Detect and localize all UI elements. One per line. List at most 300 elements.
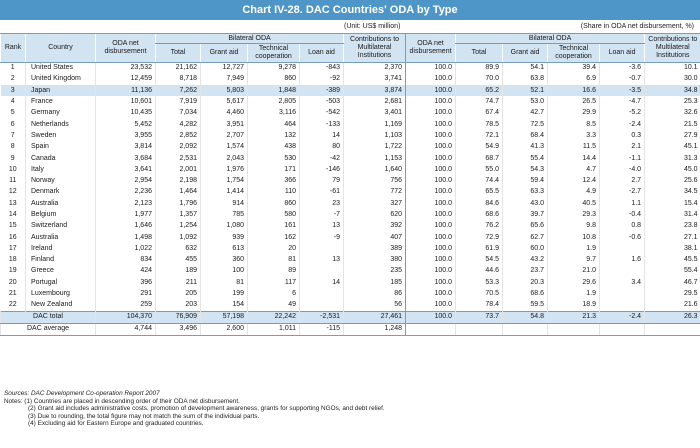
cell: 100.0 bbox=[406, 96, 456, 107]
cell: 59.4 bbox=[503, 175, 548, 186]
cell: 23.8 bbox=[645, 221, 700, 232]
cell: 10,601 bbox=[96, 96, 156, 107]
header-technical: Technical cooperation bbox=[248, 44, 300, 63]
cell: 3,684 bbox=[96, 153, 156, 164]
cell: 438 bbox=[248, 142, 300, 153]
rank-cell: 13 bbox=[8, 199, 17, 207]
total-row bbox=[1, 311, 700, 323]
cell: 80 bbox=[300, 142, 344, 153]
cell: 100.0 bbox=[406, 209, 456, 220]
cell: 26.5 bbox=[548, 96, 600, 107]
cell: 2,123 bbox=[96, 198, 156, 209]
cell: 29.9 bbox=[548, 108, 600, 119]
table-row bbox=[1, 288, 700, 299]
total-label: DAC total bbox=[1, 311, 96, 323]
cell: 939 bbox=[201, 232, 248, 243]
cell: 1,754 bbox=[201, 175, 248, 186]
cell: 63.8 bbox=[503, 74, 548, 85]
cell: 100 bbox=[201, 266, 248, 277]
cell: 11,136 bbox=[96, 85, 156, 96]
cell: 81 bbox=[248, 255, 300, 266]
cell: 860 bbox=[248, 74, 300, 85]
cell: 189 bbox=[156, 266, 201, 277]
table-row bbox=[1, 96, 700, 107]
cell: 56 bbox=[344, 300, 406, 311]
cell: 772 bbox=[344, 187, 406, 198]
cell: 38.1 bbox=[645, 243, 700, 254]
cell: 1,722 bbox=[344, 142, 406, 153]
cell: 1,646 bbox=[96, 221, 156, 232]
country-cell: United Kingdom bbox=[26, 74, 96, 85]
cell: 1,103 bbox=[344, 130, 406, 141]
cell: -1.1 bbox=[600, 153, 645, 164]
cell: 2.7 bbox=[600, 175, 645, 186]
cell: 76.2 bbox=[456, 221, 503, 232]
cell: 8,718 bbox=[156, 74, 201, 85]
rank-cell: 21 bbox=[8, 290, 17, 298]
cell: 68.6 bbox=[456, 209, 503, 220]
cell: -2.4 bbox=[600, 311, 645, 323]
cell: 68.6 bbox=[503, 288, 548, 299]
cell: 21.0 bbox=[548, 266, 600, 277]
cell: 3,496 bbox=[156, 323, 201, 335]
cell: 1,498 bbox=[96, 232, 156, 243]
cell: -0.6 bbox=[600, 232, 645, 243]
cell: 392 bbox=[344, 221, 406, 232]
cell: 27.1 bbox=[645, 232, 700, 243]
cell: 49 bbox=[248, 300, 300, 311]
cell: 3,116 bbox=[248, 108, 300, 119]
cell: -0.7 bbox=[600, 74, 645, 85]
cell: 211 bbox=[156, 277, 201, 288]
cell: 68.4 bbox=[503, 130, 548, 141]
cell: 53.0 bbox=[503, 96, 548, 107]
cell: 41.3 bbox=[503, 142, 548, 153]
cell: 55.4 bbox=[503, 153, 548, 164]
cell: 5,617 bbox=[201, 96, 248, 107]
cell: 39.4 bbox=[548, 63, 600, 74]
cell: -0.4 bbox=[600, 209, 645, 220]
rank-cell: 2 bbox=[10, 75, 15, 83]
cell: 70.5 bbox=[456, 288, 503, 299]
note-1: Notes: (1) Countries are placed in descending order of their ODA net disbursement. bbox=[4, 397, 240, 405]
cell: 464 bbox=[248, 119, 300, 130]
cell: 2,198 bbox=[156, 175, 201, 186]
header-share-contributions: Contributions to Multilateral Institutions bbox=[645, 34, 700, 63]
cell: 52.1 bbox=[503, 85, 548, 96]
table-body bbox=[1, 63, 700, 312]
cell: 424 bbox=[96, 266, 156, 277]
cell: -5.2 bbox=[600, 108, 645, 119]
cell: 1,092 bbox=[156, 232, 201, 243]
cell: 4.9 bbox=[548, 187, 600, 198]
cell: 12,459 bbox=[96, 74, 156, 85]
country-cell: Germany bbox=[26, 108, 96, 119]
cell: 30.0 bbox=[645, 74, 700, 85]
cell: 860 bbox=[248, 198, 300, 209]
cell: 100.0 bbox=[406, 63, 456, 74]
cell: 171 bbox=[248, 164, 300, 175]
cell: 2.1 bbox=[600, 142, 645, 153]
cell: 72.9 bbox=[456, 232, 503, 243]
cell: 1,011 bbox=[248, 323, 300, 335]
rank-cell: 8 bbox=[10, 143, 15, 151]
table-row bbox=[1, 63, 700, 74]
rank-cell: 17 bbox=[8, 244, 17, 252]
table-row bbox=[1, 209, 700, 220]
cell: 27,461 bbox=[344, 311, 406, 323]
cell: 100.0 bbox=[406, 198, 456, 209]
cell: 7,919 bbox=[156, 96, 201, 107]
cell: 45.1 bbox=[645, 142, 700, 153]
cell: 3,951 bbox=[201, 119, 248, 130]
header-rank: Rank bbox=[1, 34, 26, 63]
cell: 1,153 bbox=[344, 153, 406, 164]
cell: 45.5 bbox=[645, 255, 700, 266]
unit-label-left: (Unit: US$ million) bbox=[344, 23, 401, 30]
cell: 0.3 bbox=[600, 130, 645, 141]
rank-cell: 20 bbox=[8, 278, 17, 286]
rank-cell: 7 bbox=[10, 131, 15, 139]
cell: 32.6 bbox=[645, 108, 700, 119]
source-note: Sources: DAC Development Co-operation Report 2007 bbox=[4, 390, 160, 397]
cell: -115 bbox=[300, 323, 344, 335]
cell: 25.6 bbox=[645, 175, 700, 186]
cell: 14.4 bbox=[548, 153, 600, 164]
header-total: Total bbox=[156, 44, 201, 63]
rank-cell: 1 bbox=[10, 64, 15, 72]
cell: 54.5 bbox=[456, 255, 503, 266]
cell bbox=[548, 323, 600, 335]
country-cell: Netherlands bbox=[26, 119, 96, 130]
cell: 84.6 bbox=[456, 198, 503, 209]
cell: -2.7 bbox=[600, 187, 645, 198]
cell: 55.0 bbox=[456, 164, 503, 175]
cell bbox=[300, 266, 344, 277]
cell: 100.0 bbox=[406, 119, 456, 130]
cell: 76,909 bbox=[156, 311, 201, 323]
country-cell: Luxembourg bbox=[26, 288, 96, 299]
cell: 2,707 bbox=[201, 130, 248, 141]
cell: 61.9 bbox=[456, 243, 503, 254]
cell: 53.3 bbox=[456, 277, 503, 288]
table-row bbox=[1, 232, 700, 243]
country-cell: New Zealand bbox=[26, 300, 96, 311]
cell: 914 bbox=[201, 198, 248, 209]
cell: 530 bbox=[248, 153, 300, 164]
cell: 9,278 bbox=[248, 63, 300, 74]
header-share-grant: Grant aid bbox=[503, 44, 548, 63]
table-row bbox=[1, 243, 700, 254]
cell: 54.1 bbox=[503, 63, 548, 74]
cell: 2,805 bbox=[248, 96, 300, 107]
cell: 68.7 bbox=[456, 153, 503, 164]
cell: 1,022 bbox=[96, 243, 156, 254]
cell: 100.0 bbox=[406, 142, 456, 153]
cell: 1,976 bbox=[201, 164, 248, 175]
cell: 59.5 bbox=[503, 300, 548, 311]
cell: 20.3 bbox=[503, 277, 548, 288]
cell: -133 bbox=[300, 119, 344, 130]
cell: 42.7 bbox=[503, 108, 548, 119]
cell: 65.2 bbox=[456, 85, 503, 96]
cell: 1,796 bbox=[156, 198, 201, 209]
cell: 62.7 bbox=[503, 232, 548, 243]
cell: -146 bbox=[300, 164, 344, 175]
table-row bbox=[1, 277, 700, 288]
cell: -4.7 bbox=[600, 96, 645, 107]
cell: 7,034 bbox=[156, 108, 201, 119]
table-row bbox=[1, 266, 700, 277]
cell: 100.0 bbox=[406, 164, 456, 175]
cell: 1,248 bbox=[344, 323, 406, 335]
cell bbox=[600, 266, 645, 277]
cell: 199 bbox=[201, 288, 248, 299]
country-cell: Australia bbox=[26, 232, 96, 243]
cell: 205 bbox=[156, 288, 201, 299]
cell: 455 bbox=[156, 255, 201, 266]
country-cell: Denmark bbox=[26, 187, 96, 198]
rank-cell: 18 bbox=[8, 256, 17, 264]
cell: 100.0 bbox=[406, 153, 456, 164]
cell: 380 bbox=[344, 255, 406, 266]
cell: 100.0 bbox=[406, 74, 456, 85]
table-row bbox=[1, 221, 700, 232]
cell: 2,954 bbox=[96, 175, 156, 186]
cell: 46.7 bbox=[645, 277, 700, 288]
cell: 54.8 bbox=[503, 311, 548, 323]
cell: 31.3 bbox=[645, 153, 700, 164]
cell: 8.5 bbox=[548, 119, 600, 130]
cell: -2,531 bbox=[300, 311, 344, 323]
cell: 7,262 bbox=[156, 85, 201, 96]
cell: -2.4 bbox=[600, 119, 645, 130]
cell: -542 bbox=[300, 108, 344, 119]
cell: 89.9 bbox=[456, 63, 503, 74]
table-row bbox=[1, 255, 700, 266]
cell: 12,727 bbox=[201, 63, 248, 74]
cell: 104,370 bbox=[96, 311, 156, 323]
cell: 78.5 bbox=[456, 119, 503, 130]
unit-label-right: (Share in ODA net disbursement, %) bbox=[580, 23, 694, 30]
cell: 162 bbox=[248, 232, 300, 243]
cell: 1.1 bbox=[600, 198, 645, 209]
cell: 29.3 bbox=[548, 209, 600, 220]
header-loan: Loan aid bbox=[300, 44, 344, 63]
cell: 16.6 bbox=[548, 85, 600, 96]
table-row bbox=[1, 175, 700, 186]
cell: 785 bbox=[201, 209, 248, 220]
cell: 632 bbox=[156, 243, 201, 254]
cell: 23.7 bbox=[503, 266, 548, 277]
cell: 132 bbox=[248, 130, 300, 141]
cell: 154 bbox=[201, 300, 248, 311]
cell: 15.4 bbox=[645, 198, 700, 209]
cell: 100.0 bbox=[406, 277, 456, 288]
cell: 834 bbox=[96, 255, 156, 266]
cell: 29.5 bbox=[645, 288, 700, 299]
cell: 4,460 bbox=[201, 108, 248, 119]
cell: 5,452 bbox=[96, 119, 156, 130]
cell: -7 bbox=[300, 209, 344, 220]
cell: 70.0 bbox=[456, 74, 503, 85]
cell: 79 bbox=[300, 175, 344, 186]
cell: 1,414 bbox=[201, 187, 248, 198]
cell: -389 bbox=[300, 85, 344, 96]
cell: 78.4 bbox=[456, 300, 503, 311]
country-cell: Spain bbox=[26, 142, 96, 153]
cell bbox=[456, 323, 503, 335]
cell: 0.8 bbox=[600, 221, 645, 232]
cell: 203 bbox=[156, 300, 201, 311]
cell: 4,282 bbox=[156, 119, 201, 130]
cell: 65.6 bbox=[503, 221, 548, 232]
cell: -3.6 bbox=[600, 63, 645, 74]
country-cell: Belgium bbox=[26, 209, 96, 220]
cell: 54.3 bbox=[503, 164, 548, 175]
cell: 31.4 bbox=[645, 209, 700, 220]
cell: 6.9 bbox=[548, 74, 600, 85]
cell: 161 bbox=[248, 221, 300, 232]
cell: 72.5 bbox=[503, 119, 548, 130]
header-oda-net: ODA net disbursement bbox=[96, 34, 156, 63]
header-share-bilateral: Bilateral ODA bbox=[456, 34, 645, 44]
cell: 54.9 bbox=[456, 142, 503, 153]
table-row bbox=[1, 85, 700, 96]
table-row bbox=[1, 119, 700, 130]
cell: 4.7 bbox=[548, 164, 600, 175]
notes bbox=[4, 390, 385, 428]
cell: 43.0 bbox=[503, 198, 548, 209]
cell: 20 bbox=[248, 243, 300, 254]
cell: 1,574 bbox=[201, 142, 248, 153]
country-cell: Italy bbox=[26, 164, 96, 175]
cell: 620 bbox=[344, 209, 406, 220]
cell: 11.5 bbox=[548, 142, 600, 153]
rank-cell: 19 bbox=[8, 267, 17, 275]
cell: 2,043 bbox=[201, 153, 248, 164]
cell bbox=[600, 300, 645, 311]
cell: 2,236 bbox=[96, 187, 156, 198]
cell: 2,001 bbox=[156, 164, 201, 175]
cell: 74.4 bbox=[456, 175, 503, 186]
cell: 100.0 bbox=[406, 300, 456, 311]
cell: 100.0 bbox=[406, 255, 456, 266]
table-row bbox=[1, 74, 700, 85]
cell: 1,640 bbox=[344, 164, 406, 175]
cell bbox=[503, 323, 548, 335]
table-row bbox=[1, 300, 700, 311]
chart-title: Chart IV-28. DAC Countries' ODA by Type bbox=[0, 0, 700, 20]
country-cell: Ireland bbox=[26, 243, 96, 254]
cell: 25.3 bbox=[645, 96, 700, 107]
cell: 72.1 bbox=[456, 130, 503, 141]
average-label: DAC average bbox=[1, 323, 96, 335]
cell: 26.3 bbox=[645, 311, 700, 323]
cell: 100.0 bbox=[406, 311, 456, 323]
country-cell: France bbox=[26, 96, 96, 107]
rank-cell: 14 bbox=[8, 211, 17, 218]
cell: 21.5 bbox=[645, 119, 700, 130]
cell: 10,435 bbox=[96, 108, 156, 119]
cell: -3.5 bbox=[600, 85, 645, 96]
cell: 1,080 bbox=[201, 221, 248, 232]
table-row bbox=[1, 142, 700, 153]
cell: 12.4 bbox=[548, 175, 600, 186]
cell: 89 bbox=[248, 266, 300, 277]
cell: 23 bbox=[300, 198, 344, 209]
country-cell: Finland bbox=[26, 255, 96, 266]
cell: 4,744 bbox=[96, 323, 156, 335]
cell bbox=[300, 300, 344, 311]
header-share-oda-net: ODA net disbursement bbox=[406, 34, 456, 63]
cell: 100.0 bbox=[406, 108, 456, 119]
cell: 327 bbox=[344, 198, 406, 209]
cell bbox=[300, 243, 344, 254]
cell: 6 bbox=[248, 288, 300, 299]
cell: -42 bbox=[300, 153, 344, 164]
cell: 1,254 bbox=[156, 221, 201, 232]
cell: 34.8 bbox=[645, 85, 700, 96]
cell bbox=[300, 288, 344, 299]
header-share-loan: Loan aid bbox=[600, 44, 645, 63]
cell bbox=[406, 323, 456, 335]
header-grant: Grant aid bbox=[201, 44, 248, 63]
cell: 2,600 bbox=[201, 323, 248, 335]
cell bbox=[600, 288, 645, 299]
cell: 23,532 bbox=[96, 63, 156, 74]
cell: 3,641 bbox=[96, 164, 156, 175]
cell: 9.7 bbox=[548, 255, 600, 266]
cell: 9.8 bbox=[548, 221, 600, 232]
cell: 1,977 bbox=[96, 209, 156, 220]
cell: 73.7 bbox=[456, 311, 503, 323]
cell: 613 bbox=[201, 243, 248, 254]
cell: 21.6 bbox=[645, 300, 700, 311]
note-4: (4) Excluding aid for Eastern Europe and graduated countries. bbox=[28, 420, 204, 428]
cell: 3,955 bbox=[96, 130, 156, 141]
cell: 756 bbox=[344, 175, 406, 186]
cell: -4.0 bbox=[600, 164, 645, 175]
cell: 396 bbox=[96, 277, 156, 288]
country-cell: Portugal bbox=[26, 277, 96, 288]
cell: 18.9 bbox=[548, 300, 600, 311]
cell: 14 bbox=[300, 130, 344, 141]
cell: 1.6 bbox=[600, 255, 645, 266]
cell: 2,531 bbox=[156, 153, 201, 164]
cell: -503 bbox=[300, 96, 344, 107]
cell bbox=[600, 243, 645, 254]
header-share-total: Total bbox=[456, 44, 503, 63]
cell: 3,401 bbox=[344, 108, 406, 119]
cell: 74.7 bbox=[456, 96, 503, 107]
cell: -9 bbox=[300, 232, 344, 243]
cell bbox=[600, 323, 645, 335]
cell: 27.9 bbox=[645, 130, 700, 141]
cell: 67.4 bbox=[456, 108, 503, 119]
cell: 1,169 bbox=[344, 119, 406, 130]
cell: 100.0 bbox=[406, 175, 456, 186]
average-row bbox=[1, 323, 700, 335]
cell: 2,092 bbox=[156, 142, 201, 153]
cell: 1.9 bbox=[548, 288, 600, 299]
country-cell: Canada bbox=[26, 153, 96, 164]
cell: 110 bbox=[248, 187, 300, 198]
cell: 65.5 bbox=[456, 187, 503, 198]
cell: 7,949 bbox=[201, 74, 248, 85]
cell: 40.5 bbox=[548, 198, 600, 209]
cell: 117 bbox=[248, 277, 300, 288]
